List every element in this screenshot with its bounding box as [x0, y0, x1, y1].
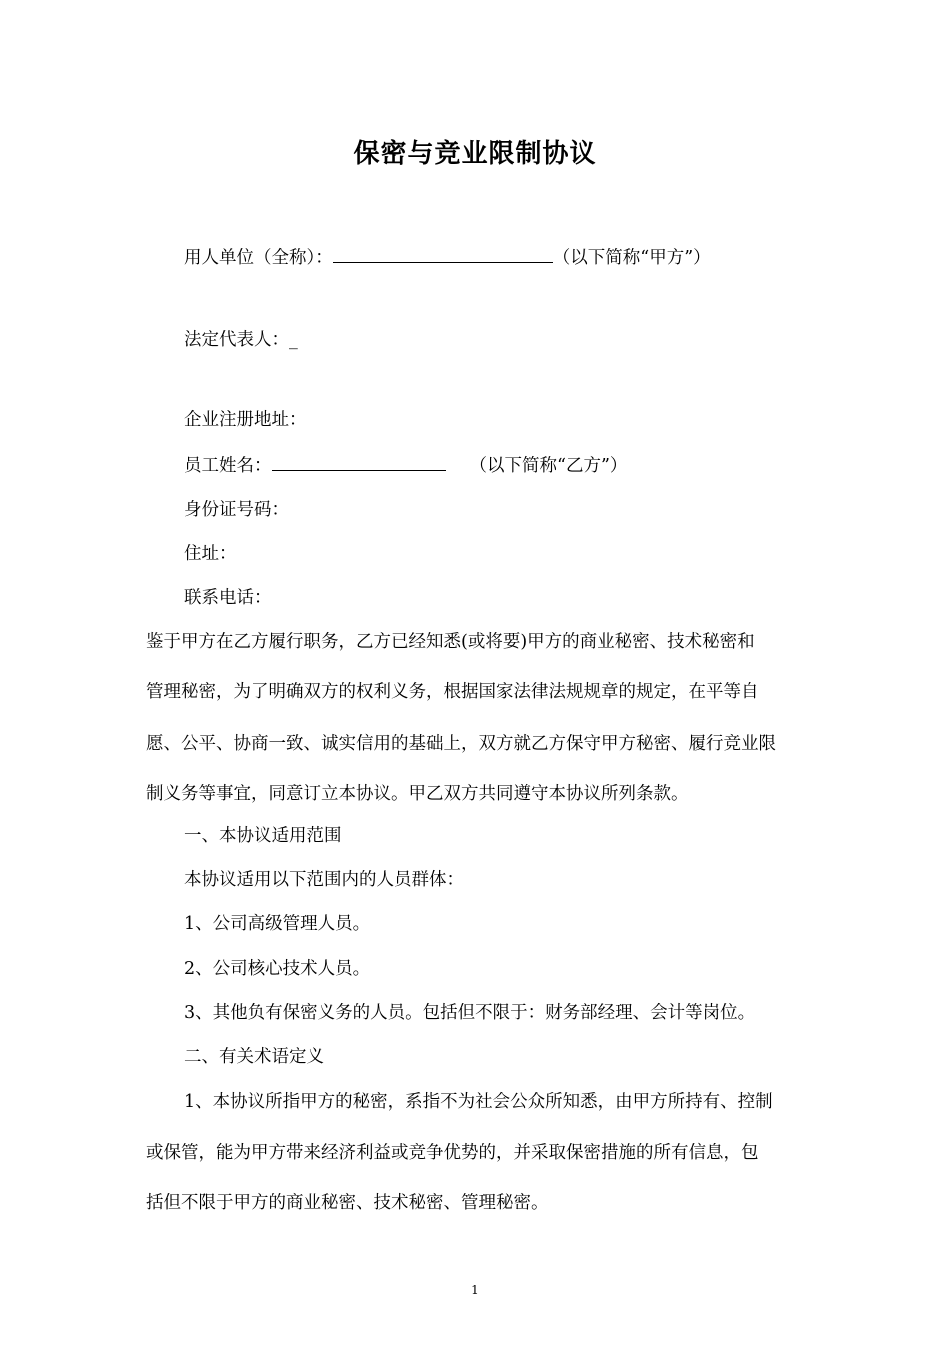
residence-line: [184, 541, 237, 567]
address-line: [184, 407, 307, 433]
section1-intro: 本协议适用以下范围内的人员群体：: [184, 870, 464, 890]
section1-heading: 一、本协议适用范围: [184, 826, 342, 846]
section1-item-3: 3、其他负有保密义务的人员。包括但不限于：财务部经理、会计等岗位。: [184, 1003, 756, 1023]
employer-line: [184, 244, 711, 271]
id-number-label: 身份证号码：: [184, 500, 289, 520]
preamble-line-1: 鉴于甲方在乙方履行职务，乙方已经知悉(或将要)甲方的商业秘密、技术秘密和: [146, 632, 755, 652]
section2-definition-line-1: 1、本协议所指甲方的秘密，系指不为社会公众所知悉，由甲方所持有、控制: [184, 1092, 773, 1112]
employee-label: 员工姓名：: [184, 456, 272, 476]
legal-rep-line: [184, 327, 298, 353]
preamble-line-2: 管理秘密，为了明确双方的权利义务，根据国家法律法规规章的规定，在平等自: [146, 682, 759, 702]
section2-definition-line-2: 或保管，能为甲方带来经济利益或竞争优势的，并采取保密措施的所有信息，包: [146, 1143, 759, 1163]
section2-definition-line-3: 括但不限于甲方的商业秘密、技术秘密、管理秘密。: [146, 1193, 549, 1213]
preamble-line-4: 制义务等事宜，同意订立本协议。甲乙双方共同遵守本协议所列条款。: [146, 784, 689, 804]
employer-suffix: （以下简称“甲方”）: [552, 248, 711, 268]
section1-item-2: 2、公司核心技术人员。: [184, 959, 371, 979]
section2-heading: 二、有关术语定义: [184, 1047, 324, 1067]
address-label: 企业注册地址：: [184, 410, 307, 430]
employer-name-field[interactable]: [333, 244, 553, 263]
employee-line: [184, 452, 627, 479]
id-number-line: [184, 497, 289, 523]
legal-rep-label: 法定代表人：_: [184, 330, 298, 350]
document-title: 保密与竞业限制协议: [353, 139, 597, 169]
residence-label: 住址：: [184, 544, 237, 564]
phone-label: 联系电话：: [184, 588, 272, 608]
preamble-line-3: 愿、公平、协商一致、诚实信用的基础上，双方就乙方保守甲方秘密、履行竞业限: [146, 734, 776, 754]
employee-suffix: （以下简称“乙方”）: [469, 456, 628, 476]
page-number: 1: [471, 1283, 479, 1297]
section1-item-1: 1、公司高级管理人员。: [184, 914, 371, 934]
employer-label: 用人单位（全称）：: [184, 248, 333, 268]
phone-line: [184, 585, 272, 611]
employee-name-field[interactable]: [272, 452, 446, 471]
